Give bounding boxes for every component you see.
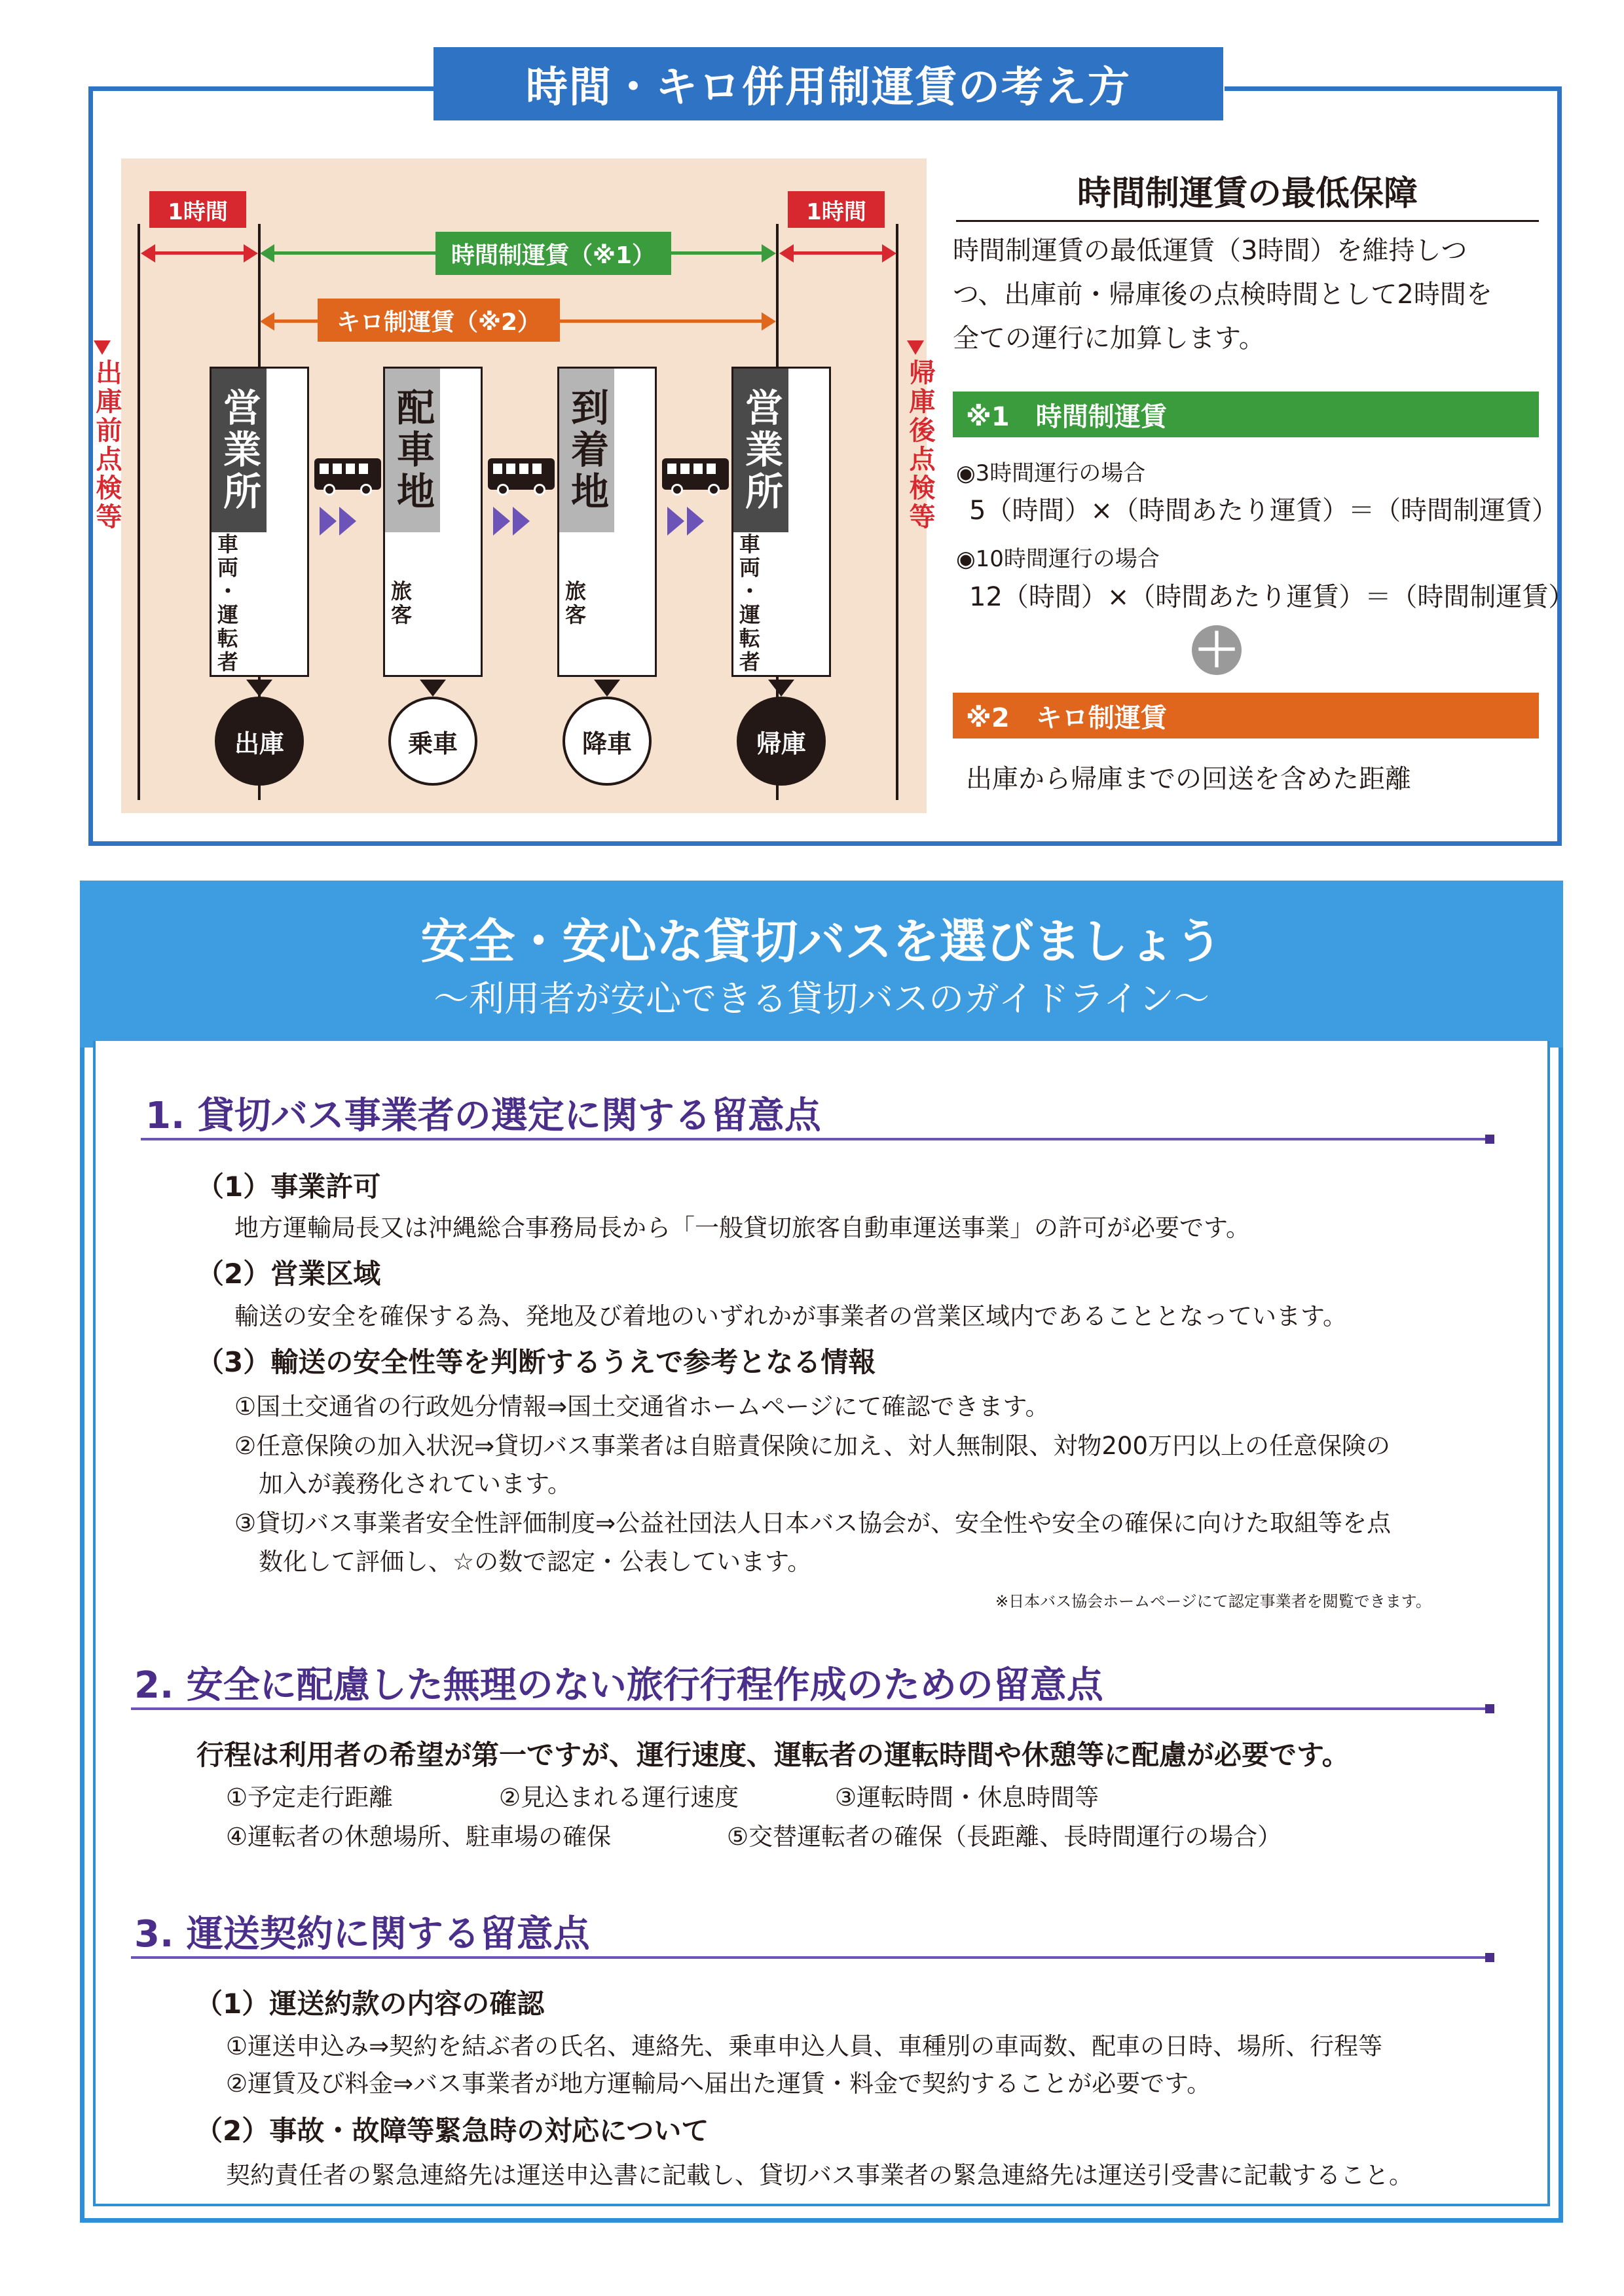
- itinerary-item: ⑤交替運転者の確保（長距離、長時間運行の場合）: [727, 1823, 1282, 1851]
- itinerary-item: ①予定走行距離: [226, 1783, 394, 1812]
- km-fare-bar: ※2 キロ制運賃: [953, 693, 1539, 738]
- info-item: 数化して評価し、☆の数で認定・公表しています。: [234, 1548, 812, 1576]
- time-fare-bar: ※1 時間制運賃: [953, 392, 1539, 437]
- contract-item: ①運送申込み⇒契約を結ぶ者の氏名、連絡先、乗車申込人員、車種別の車両数、配車の日時、場所、行程等: [226, 2032, 1383, 2060]
- chevron-right-icon: [687, 507, 704, 536]
- section-rule-end: [1485, 1135, 1494, 1144]
- info-item: ①国土交通省の行政処分情報⇒国土交通省ホームページにて確認できます。: [234, 1393, 1050, 1421]
- event-departure: 出庫: [215, 697, 304, 786]
- place-sub: 旅客: [562, 580, 587, 627]
- desc-line: つ、出庫前・帰庫後の点検時間として2時間を: [953, 280, 1492, 310]
- chevron-right-icon: [493, 507, 510, 536]
- section-rule: [131, 1707, 1490, 1710]
- section3-heading: 3. 運送契約に関する留意点: [134, 1913, 590, 1956]
- arrow-head-icon: [141, 244, 155, 263]
- frame-rule: [88, 86, 439, 91]
- arrow-head-icon: [260, 312, 274, 331]
- section-rule: [141, 1138, 1490, 1140]
- info-item: ②任意保険の加入状況⇒貸切バス事業者は自賠責保険に加え、対人無制限、対物200万円以上の任意保険の: [234, 1432, 1391, 1460]
- place-name: 配車地: [385, 369, 440, 532]
- down-triangle-icon: [246, 680, 272, 697]
- event-return: 帰庫: [737, 697, 826, 786]
- itinerary-item: ④運転者の休憩場所、駐車場の確保: [226, 1823, 612, 1851]
- down-triangle-icon: [768, 680, 794, 697]
- case1-formula: 5（時間）×（時間あたり運賃）＝（時間制運賃）: [969, 496, 1558, 526]
- hour-badge-right: 1時間: [788, 191, 885, 228]
- arrow-head-icon: [762, 244, 776, 263]
- arrow-head-icon: [260, 244, 274, 263]
- guideline-title: 安全・安心な貸切バスを選びましょう: [420, 914, 1223, 969]
- hour-arrow-left: [151, 251, 249, 255]
- chevron-right-icon: [320, 507, 337, 536]
- chevron-right-icon: [667, 507, 684, 536]
- arrow-head-icon: [779, 244, 794, 263]
- place-pickup: [383, 367, 483, 677]
- desc-line: 全ての運行に加算します。: [953, 323, 1265, 354]
- event-boarding: 乗車: [388, 697, 477, 786]
- itinerary-item: ③運転時間・休息時間等: [835, 1783, 1099, 1812]
- down-triangle-icon: [94, 340, 111, 355]
- place-office-end: [731, 367, 831, 677]
- section1-sub1-body: 地方運輸局長又は沖縄総合事務局長から「一般貸切旅客自動車運送事業」の許可が必要です。: [234, 1214, 1251, 1242]
- place-arrival: [557, 367, 657, 677]
- place-name: 営業所: [733, 369, 788, 532]
- chevron-right-icon: [339, 507, 356, 536]
- fare-diagram: [92, 158, 935, 813]
- hour-badge-left: 1時間: [149, 191, 246, 228]
- place-sub: 車両・運転者: [214, 533, 239, 674]
- section1-sub3: （3）輸送の安全性等を判断するうえで参考となる情報: [196, 1346, 876, 1378]
- guide-line: [138, 224, 140, 800]
- place-name: 営業所: [212, 369, 267, 532]
- place-name: 到着地: [559, 369, 614, 532]
- section1-sub2: （2）営業区域: [196, 1258, 381, 1290]
- bus-icon: [488, 458, 555, 490]
- down-triangle-icon: [420, 680, 446, 697]
- minimum-guarantee-desc: [953, 229, 1549, 361]
- section1-sub1: （1）事業許可: [196, 1171, 381, 1203]
- section3-sub2-body: 契約責任者の緊急連絡先は運送申込書に記載し、貸切バス事業者の緊急連絡先は運送引受書に記載すること。: [226, 2161, 1413, 2189]
- pre-departure-check: 出庫前点検等: [92, 359, 122, 532]
- arrow-head-icon: [882, 244, 896, 263]
- guide-line: [896, 224, 898, 800]
- info-item: 加入が義務化されています。: [234, 1470, 572, 1498]
- section-rule-end: [1485, 1953, 1494, 1962]
- section3-sub2: （2）事故・故障等緊急時の対応について: [195, 2115, 709, 2147]
- section-rule: [131, 1956, 1490, 1959]
- plus-icon: ＋: [1192, 625, 1242, 675]
- section3-sub1: （1）運送約款の内容の確認: [195, 1988, 545, 2020]
- post-return-check: 帰庫後点検等: [905, 359, 935, 532]
- contract-item: ②運賃及び料金⇒バス事業者が地方運輸局へ届出た運賃・料金で契約することが必要です。: [226, 2069, 1211, 2098]
- info-item: ③貸切バス事業者安全性評価制度⇒公益社団法人日本バス協会が、安全性や安全の確保に向けた取組等を点: [234, 1509, 1392, 1537]
- down-triangle-icon: [594, 680, 620, 697]
- km-fare-label: キロ制運賃（※2）: [318, 299, 560, 342]
- arrow-head-icon: [762, 312, 776, 331]
- bus-icon: [662, 458, 729, 490]
- minimum-guarantee-heading: 時間制運賃の最低保障: [956, 160, 1539, 222]
- section1-sub2-body: 輸送の安全を確保する為、発地及び着地のいずれかが事業者の営業区域内であることとなっています。: [234, 1302, 1348, 1330]
- place-office-start: [210, 367, 309, 677]
- arrow-head-icon: [244, 244, 258, 263]
- bus-icon: [314, 458, 381, 490]
- case1-title: ◉3時間運行の場合: [956, 460, 1146, 486]
- place-sub: 車両・運転者: [736, 533, 761, 674]
- top-title: 時間・キロ併用制運賃の考え方: [434, 47, 1223, 120]
- guideline-subtitle: ～利用者が安心できる貸切バスのガイドライン～: [434, 978, 1209, 1019]
- hour-arrow-right: [789, 251, 887, 255]
- itinerary-item: ②見込まれる運行速度: [499, 1783, 739, 1812]
- section1-heading: 1. 貸切バス事業者の選定に関する留意点: [145, 1095, 821, 1137]
- section1-note: ※日本バス協会ホームページにて認定事業者を閲覧できます。: [995, 1592, 1431, 1611]
- km-fare-desc: 出庫から帰庫までの回送を含めた距離: [966, 764, 1411, 794]
- desc-line: 時間制運賃の最低運賃（3時間）を維持しつ: [953, 236, 1467, 266]
- frame-rule: [1225, 86, 1562, 91]
- chevron-right-icon: [513, 507, 530, 536]
- section2-heading: 2. 安全に配慮した無理のない旅行行程作成のための留意点: [134, 1664, 1103, 1707]
- section-rule-end: [1485, 1704, 1494, 1713]
- down-triangle-icon: [907, 340, 924, 355]
- place-sub: 旅客: [388, 580, 413, 627]
- time-fare-label: 時間制運賃（※1）: [435, 232, 671, 275]
- case2-title: ◉10時間運行の場合: [956, 546, 1160, 572]
- section2-lead: 行程は利用者の希望が第一ですが、運行速度、運転者の運転時間や休憩等に配慮が必要です。: [196, 1739, 1350, 1771]
- case2-formula: 12（時間）×（時間あたり運賃）＝（時間制運賃）: [969, 582, 1575, 612]
- event-alighting: 降車: [563, 697, 652, 786]
